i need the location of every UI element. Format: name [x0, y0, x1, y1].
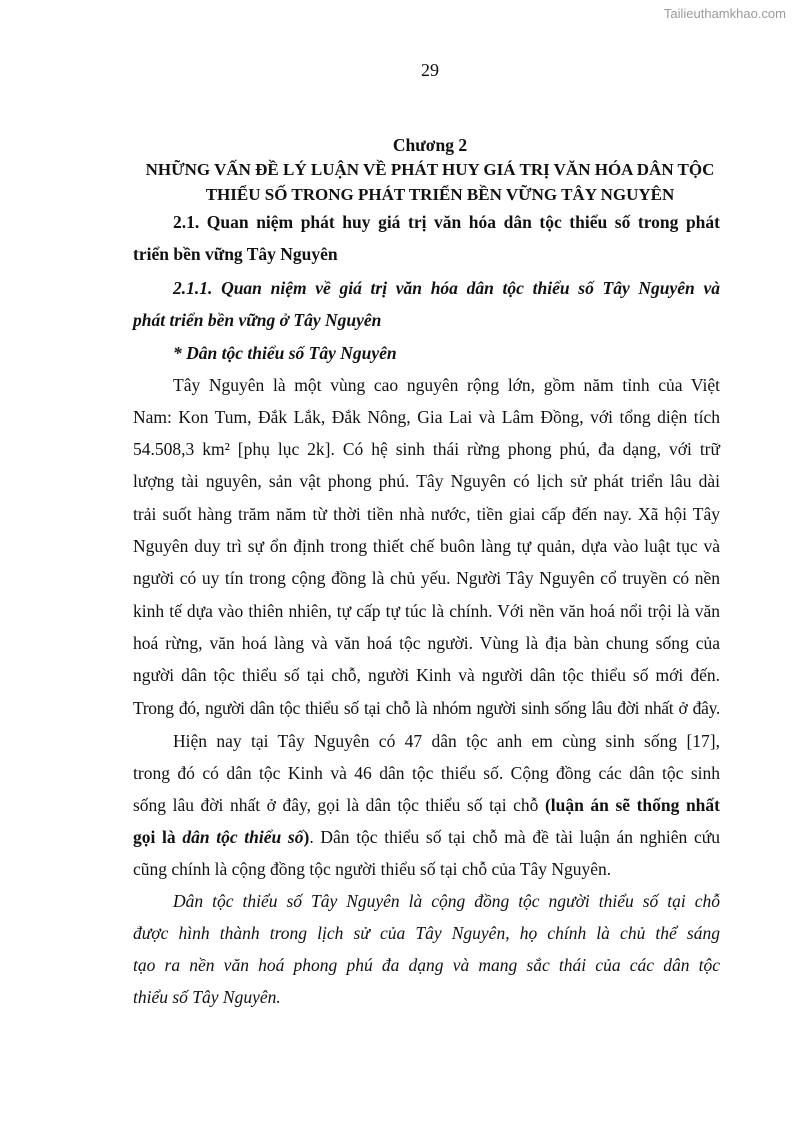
text-line: người có uy tín trong cộng đồng là chủ yếu. Người Tây Nguyên cổ truyền có nền: [133, 568, 720, 588]
text-line: [133, 826, 720, 848]
watermark: Tailieuthamkhao.com: [663, 6, 786, 21]
text-span: sống lâu đời nhất ở đây, gọi là dân tộc thiểu số tại chỗ: [133, 795, 545, 815]
text-line: Hiện nay tại Tây Nguyên có 47 dân tộc anh em cùng sinh sống [17],: [173, 731, 720, 751]
text-line: Trong đó, người dân tộc thiểu số tại chỗ là nhóm người sinh sống lâu đời nhất ở đây.: [133, 698, 720, 718]
text-line: lượng tài nguyên, sản vật phong phú. Tây Nguyên có lịch sử phát triển lâu dài: [133, 471, 720, 491]
chapter-title-line: NHỮNG VẤN ĐỀ LÝ LUẬN VỀ PHÁT HUY GIÁ TRỊ VĂN HÓA DÂN TỘC: [145, 160, 715, 179]
bold-span: ): [303, 827, 310, 847]
text-line: người dân tộc thiểu số tại chỗ, người Kinh và người dân tộc thiểu số mới đến.: [133, 665, 720, 685]
text-line: trải suốt hàng trăm năm từ thời tiền nhà nước, tiền giai cấp đến nay. Xã hội Tây: [133, 504, 720, 524]
text-line: 54.508,3 km² [phụ lục 2k]. Có hệ sinh thái rừng phong phú, đa dạng, với trữ: [133, 439, 720, 459]
text-line: Dân tộc thiểu số Tây Nguyên là cộng đồng tộc người thiểu số tại chỗ: [173, 891, 720, 911]
text-line: trong đó có dân tộc Kinh và 46 dân tộc thiểu số. Cộng đồng các dân tộc sinh: [133, 763, 720, 783]
text-line: tạo ra nền văn hoá phong phú đa dạng và mang sắc thái của các dân tộc: [133, 955, 720, 975]
bold-span: gọi là: [133, 827, 183, 847]
chapter-title-line: THIỂU SỐ TRONG PHÁT TRIỂN BỀN VỮNG TÂY NGUYÊN: [205, 185, 675, 204]
section-heading: 2.1. Quan niệm phát huy giá trị văn hóa dân tộc thiểu số trong phát: [173, 212, 720, 232]
text-line: Nguyên duy trì sự ổn định trong thiết chế buôn làng tự quản, dựa vào luật tục và: [133, 536, 720, 556]
text-line: thiểu số Tây Nguyên.: [133, 987, 281, 1007]
chapter-label: Chương 2: [392, 135, 468, 155]
text-line: được hình thành trong lịch sử của Tây Nguyên, họ chính là chủ thể sáng: [133, 923, 720, 943]
bold-italic-span: dân tộc thiểu số: [182, 827, 304, 847]
subsection-heading: 2.1.1. Quan niệm về giá trị văn hóa dân tộc thiểu số Tây Nguyên và: [173, 278, 720, 298]
text-span: . Dân tộc thiểu số tại chỗ mà đề tài luận án nghiên cứu: [309, 827, 720, 847]
subheading: * Dân tộc thiểu số Tây Nguyên: [173, 343, 397, 363]
section-heading: triển bền vững Tây Nguyên: [133, 244, 338, 264]
text-line: kinh tế dựa vào thiên nhiên, tự cấp tự túc là chính. Với nền văn hoá nổi trội là văn: [133, 601, 720, 621]
page-number: 29: [421, 60, 439, 80]
subsection-heading: phát triển bền vững ở Tây Nguyên: [133, 310, 382, 330]
text-line: [133, 794, 720, 816]
text-line: hoá rừng, văn hoá làng và văn hoá tộc người. Vùng là địa bàn chung sống của: [133, 633, 720, 653]
text-line: cũng chính là cộng đồng tộc người thiểu số tại chỗ của Tây Nguyên.: [133, 859, 612, 879]
bold-span: (luận án sẽ thống nhất: [544, 795, 720, 815]
text-line: Tây Nguyên là một vùng cao nguyên rộng lớn, gồm năm tỉnh của Việt: [173, 375, 720, 395]
text-line: Nam: Kon Tum, Đắk Lắk, Đắk Nông, Gia Lai và Lâm Đồng, với tổng diện tích: [133, 407, 720, 427]
